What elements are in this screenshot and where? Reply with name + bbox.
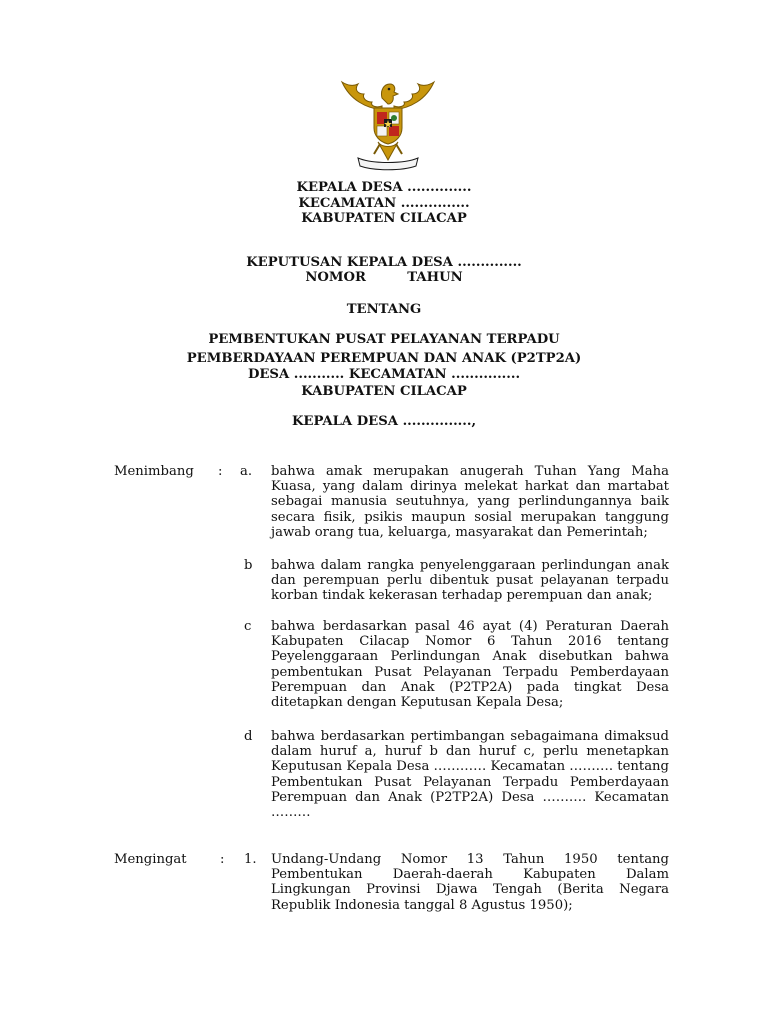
decree-title: KEPUTUSAN KEPALA DESA ..............: [246, 255, 522, 270]
header-village: KEPALA DESA ..............: [296, 180, 472, 195]
decree-subject-3: DESA ........... KECAMATAN ...............: [247, 367, 521, 382]
garuda-emblem: [336, 72, 440, 172]
menimbang-label: Menimbang: [114, 464, 194, 479]
menimbang-item-b: bahwa dalam rangka penyelenggaraan perlindungan anak dan perempuan perlu dibentuk pusat pelayanan terpadu korban tindak kekerasan terhadap perempuan dan anak;: [271, 558, 669, 604]
menimbang-marker-b: b: [244, 558, 253, 573]
menimbang-marker-a: a.: [240, 464, 253, 479]
decree-signatory: KEPALA DESA ...............,: [291, 414, 477, 429]
decree-number: NOMOR TAHUN: [305, 270, 463, 285]
menimbang-colon: :: [218, 464, 223, 479]
mengingat-label: Mengingat: [114, 852, 187, 867]
header-regency: KABUPATEN CILACAP: [301, 211, 467, 226]
menimbang-item-a: bahwa amak merupakan anugerah Tuhan Yang Maha Kuasa, yang dalam dirinya melekat harkat dan martabat sebagai manusia seutuhnya, yang perlindungannya baik secara fisik, psikis maupun sosial merupakan tanggung jawab orang tua, keluarga, masyarakat dan Pemerintah;: [271, 464, 669, 540]
decree-about: TENTANG: [346, 302, 422, 317]
menimbang-item-c: bahwa berdasarkan pasal 46 ayat (4) Peraturan Daerah Kabupaten Cilacap Nomor 6 Tahun 2016 tentang Peyelenggaraan Perlindungan Anak disebutkan bahwa pembentukan Pusat Pelayanan Terpadu Pemberdayaan Perempuan dan Anak (P2TP2A) pada tingkat Desa ditetapkan dengan Keputusan Kepala Desa;: [271, 619, 669, 711]
decree-subject-1: PEMBENTUKAN PUSAT PELAYANAN TERPADU: [208, 332, 560, 347]
garuda-pancasila-icon: [336, 72, 440, 172]
header-subdistrict: KECAMATAN ...............: [298, 196, 470, 211]
menimbang-item-d: bahwa berdasarkan pertimbangan sebagaimana dimaksud dalam huruf a, huruf b dan huruf c, perlu menetapkan Keputusan Kepala Desa ………… Kecamatan ………. tentang Pembentukan Pusat Pelayanan Terpadu Pemberdayaan Perempuan dan Anak (P2TP2A) Desa ………. Kecamatan ………: [271, 729, 669, 821]
decree-subject-4: KABUPATEN CILACAP: [301, 384, 467, 399]
decree-subject-2: PEMBERDAYAAN PEREMPUAN DAN ANAK (P2TP2A): [186, 351, 582, 366]
mengingat-colon: :: [220, 852, 225, 867]
mengingat-marker-1: 1.: [244, 852, 257, 867]
menimbang-marker-d: d: [244, 729, 253, 744]
menimbang-marker-c: c: [244, 619, 252, 634]
mengingat-item-1: Undang-Undang Nomor 13 Tahun 1950 tentang Pembentukan Daerah-daerah Kabupaten Dalam Lingkungan Provinsi Djawa Tengah (Berita Negara Republik Indonesia tanggal 8 Agustus 1950);: [271, 852, 669, 913]
